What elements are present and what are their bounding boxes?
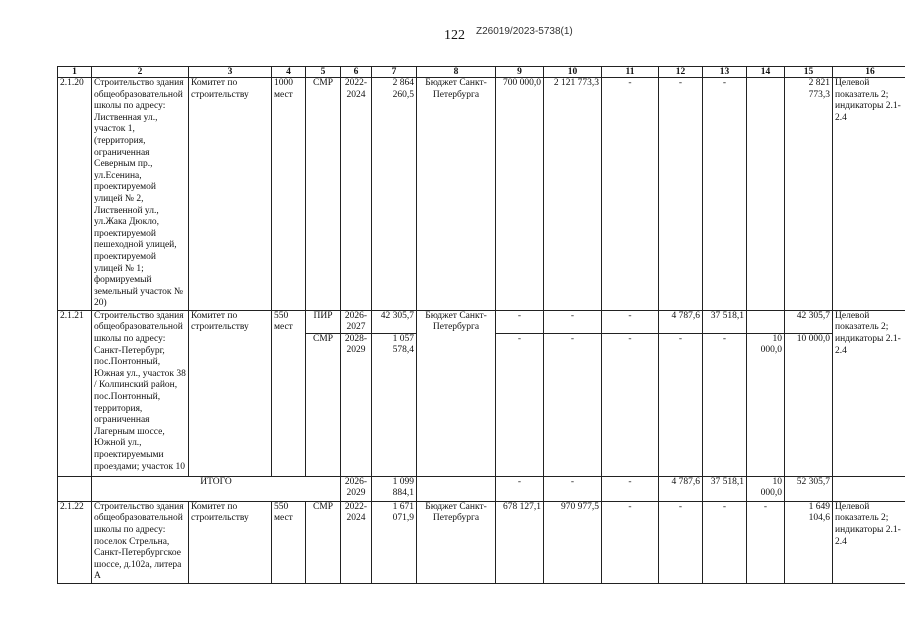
col-header: 8 [417,67,496,78]
executor: Комитет по строительству [189,501,272,583]
cell-c13: - [703,501,747,583]
col-header: 4 [272,67,306,78]
cell-c10: 970 977,5 [544,501,602,583]
funding-source: Бюджет Санкт-Петербурга [417,78,496,311]
c15-smr: 10 000,0 [785,333,832,346]
c14-smr: 10 000,0 [747,333,784,357]
executor: Комитет по строительству [189,310,272,476]
total-c10: - [544,476,602,501]
col-header: 13 [703,67,747,78]
cell-c9: 678 127,1 [496,501,544,583]
c12-smr: - [659,333,702,346]
col-header: 3 [189,67,272,78]
funding-source: Бюджет Санкт-Петербурга [417,501,496,583]
c10-pir: - [570,310,575,321]
c10-smr: - [544,333,601,346]
object-name: Строительство здания общеобразовательной школы по адресу: Санкт-Петербург, пос.Понтонный, Южная ул., участок 38 / Колпинский район, пос.Понтонный, территория, ограниченная Лагерным шоссе, Южной ул., проектируемыми проездами; участок 10 [92,310,189,476]
page-number: 122 [444,28,465,43]
work-stage: СМР [306,501,341,583]
total-smr: 1 057 578,4 [372,333,416,357]
years: 2022-2024 [341,501,372,583]
total-cost: 1 671 071,9 [372,501,417,583]
col-header: 5 [306,67,341,78]
col-header: 9 [496,67,544,78]
c15-pir: 42 305,7 [796,310,830,321]
years-pir: 2026-2027 [344,310,368,333]
col-header: 10 [544,67,602,78]
col-header: 15 [785,67,833,78]
total-cost [372,310,417,476]
col-header: 12 [659,67,703,78]
total-label: ИТОГО [92,476,341,501]
cell-c11 [602,310,659,476]
cell-c15 [785,310,833,476]
capacity: 1000 мест [272,78,306,311]
total-c11: - [602,476,659,501]
program-table [57,66,905,584]
c12-pir: 4 787,6 [671,310,700,321]
cell-c14 [747,310,785,476]
total-years: 2026-2029 [341,476,372,501]
cell-c13 [703,310,747,476]
target-note: Целевой показатель 2; индикаторы 2.1-2.4 [833,310,905,476]
cell-c9: 700 000,0 [496,78,544,311]
cell-c13: - [703,78,747,311]
total-c9: - [496,476,544,501]
cell-c10: 2 121 773,3 [544,78,602,311]
years-smr: 2028-2029 [341,333,371,357]
col-header: 11 [602,67,659,78]
target-note: Целевой показатель 2; индикаторы 2.1-2.4 [833,501,905,583]
total-pir: 42 305,7 [380,310,414,321]
object-name: Строительство здания общеобразовательной школы по адресу: Лиственная ул., участок 1, (территория, ограниченная Северным пр., ул.Есенина, проектируемой улицей № 2, Лиственной ул., ул.Жака Дюкло, проектируемой пешеходной улицей, проектируемой улицей № 1; формируемый земельный участок № 20) [92,78,189,311]
work-stage: СМР [306,78,341,311]
row-id: 2.1.21 [58,310,92,476]
document-id: Z26019/2023-5738(1) [476,26,573,37]
total-c13: 37 518,1 [703,476,747,501]
col-header: 14 [747,67,785,78]
stage-pir: ПИР [313,310,333,321]
cell-c11: - [602,78,659,311]
capacity: 550 мест [272,501,306,583]
c13-smr: - [703,333,746,346]
total-sum: 1 099 884,1 [372,476,417,501]
row-id: 2.1.20 [58,78,92,311]
cell-c10 [544,310,602,476]
table-row [58,501,905,583]
row-id: 2.1.22 [58,501,92,583]
total-c12: 4 787,6 [659,476,703,501]
cell-c15: 2 821 773,3 [785,78,833,311]
total-c15: 52 305,7 [785,476,833,501]
cell-c9 [496,310,544,476]
col-header: 16 [833,67,905,78]
c11-pir: - [628,310,632,321]
c9-pir: - [517,310,522,321]
table-row [58,78,905,311]
cell-c14 [747,78,785,311]
cell-c12: - [659,501,703,583]
funding-source: Бюджет Санкт-Петербурга [417,310,496,476]
c14-pir [749,311,782,333]
executor: Комитет по строительству [189,78,272,311]
work-stage [306,310,341,476]
col-header: 7 [372,67,417,78]
c11-smr: - [602,333,658,346]
col-header: 6 [341,67,372,78]
total-row [58,476,905,501]
object-name: Строительство здания общеобразовательной школы по адресу: поселок Стрельна, Санкт-Петербургское шоссе, д.102а, литера А [92,501,189,583]
years [341,310,372,476]
cell-c14: - [747,501,785,583]
col-header: 1 [58,67,92,78]
c13-pir: 37 518,1 [710,310,744,321]
total-c14: 10 000,0 [747,476,785,501]
years: 2022-2024 [341,78,372,311]
table-row [58,310,905,476]
target-note: Целевой показатель 2; индикаторы 2.1-2.4 [833,78,905,311]
c9-smr: - [496,333,543,346]
col-header: 2 [92,67,189,78]
cell-c11: - [602,501,659,583]
total-cost: 2 864 260,5 [372,78,417,311]
cell-c12 [659,310,703,476]
header-row [58,67,905,78]
capacity: 550 мест [272,310,306,476]
cell-c12: - [659,78,703,311]
cell-c15: 1 649 104,6 [785,501,833,583]
stage-smr: СМР [306,333,340,346]
